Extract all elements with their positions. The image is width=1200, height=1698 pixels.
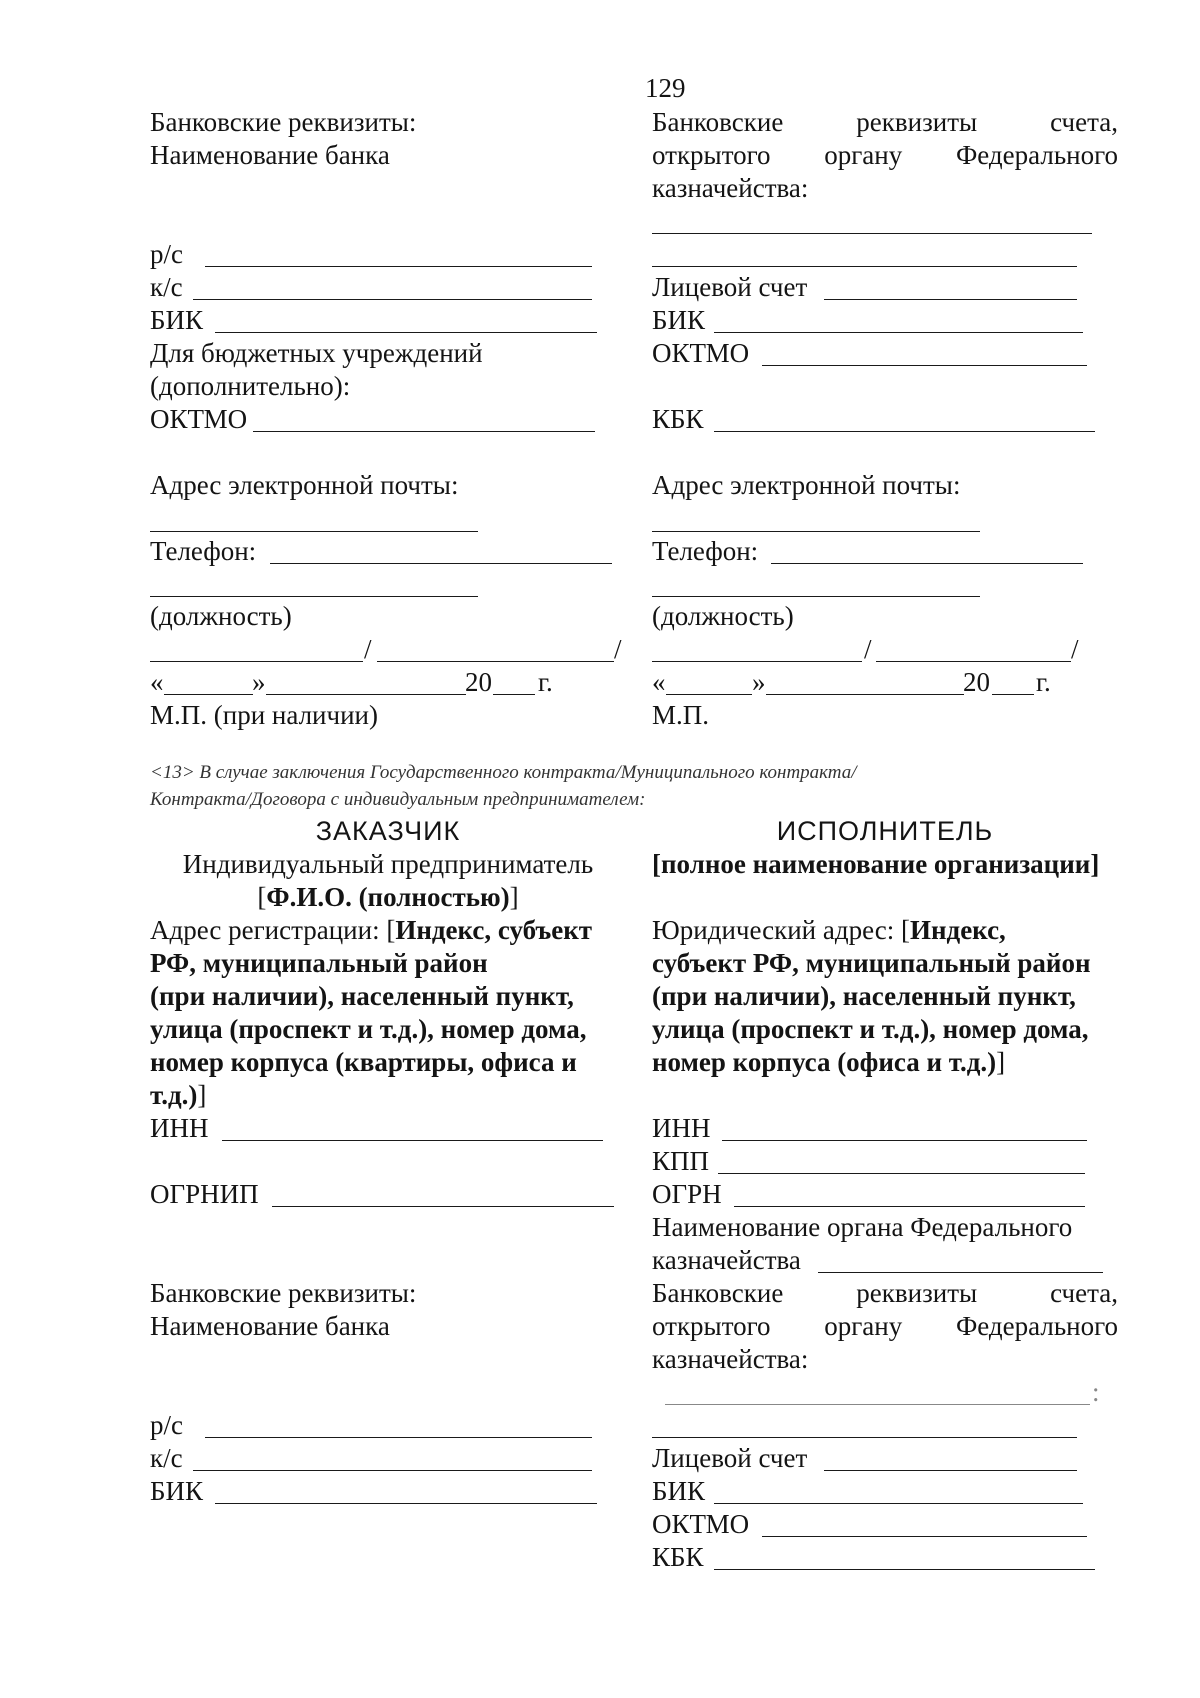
position-label: (должность) — [652, 601, 794, 631]
rs-field[interactable] — [205, 266, 592, 267]
bracket-close: ] — [509, 882, 519, 912]
treasury-account-field[interactable] — [665, 1404, 1090, 1405]
phone-field[interactable] — [771, 563, 1083, 564]
ks-label: к/с — [150, 272, 183, 302]
bik-field[interactable] — [714, 1503, 1083, 1504]
oktmo-label: ОКТМО — [652, 1509, 750, 1539]
word: органу — [824, 1311, 903, 1341]
word: счета, — [1050, 1278, 1118, 1308]
treasury-account-colon: : — [1092, 1377, 1100, 1407]
word: Банковские — [652, 107, 784, 137]
ogrn-field[interactable] — [734, 1206, 1085, 1207]
date-year-prefix: 20 — [465, 667, 492, 697]
date-open-quote: « — [652, 667, 666, 697]
personal-account-field[interactable] — [824, 1470, 1077, 1471]
ogrnip-field[interactable] — [272, 1206, 614, 1207]
kbk-field[interactable] — [714, 431, 1095, 432]
bank-account-line-3: казначейства: — [652, 1344, 809, 1374]
stamp-label: М.П. — [652, 700, 710, 730]
date-year-suffix: г. — [1036, 667, 1051, 697]
word: органу — [824, 140, 903, 170]
rs-label: р/с — [150, 239, 183, 269]
date-day-field[interactable] — [164, 694, 253, 695]
bracket-close: ] — [197, 1080, 207, 1110]
treasury-name-line-1: Наименование органа Федерального — [652, 1212, 1073, 1242]
word: Федерального — [955, 1311, 1118, 1341]
bank-account-line-1 — [652, 106, 1118, 139]
customer-header: ЗАКАЗЧИК — [315, 816, 461, 846]
oktmo-label: ОКТМО — [652, 338, 750, 368]
inn-label: ИНН — [652, 1113, 711, 1143]
word: реквизиты — [856, 1278, 978, 1308]
email-field[interactable] — [150, 531, 478, 532]
stamp-label: М.П. (при наличии) — [150, 700, 378, 730]
signer-position-field[interactable] — [150, 596, 478, 597]
email-label: Адрес электронной почты: — [150, 470, 459, 500]
oktmo-field[interactable] — [253, 431, 595, 432]
kbk-field[interactable] — [714, 1569, 1095, 1570]
page-number: 129 — [645, 73, 686, 103]
rs-label: р/с — [150, 1410, 183, 1440]
registration-address-line-5: номер корпуса (квартиры, офиса и — [150, 1047, 577, 1077]
legal-address-label: Юридический адрес: [ — [652, 915, 910, 945]
legal-address-line-4: улица (проспект и т.д.), номер дома, — [652, 1014, 1089, 1044]
bik-label: БИК — [652, 305, 706, 335]
address-end: номер корпуса (офиса и т.д.) — [652, 1047, 997, 1077]
kpp-label: КПП — [652, 1146, 710, 1176]
bank-details-heading: Банковские реквизиты: — [150, 107, 417, 137]
bik-label: БИК — [150, 305, 204, 335]
ks-label: к/с — [150, 1443, 183, 1473]
address-placeholder: Индекс, субъект — [395, 915, 593, 945]
phone-field[interactable] — [270, 563, 612, 564]
signature-name-field[interactable] — [377, 661, 614, 662]
date-year-field[interactable] — [992, 694, 1034, 695]
oktmo-field[interactable] — [762, 365, 1087, 366]
bik-field[interactable] — [215, 332, 597, 333]
date-day-field[interactable] — [666, 694, 752, 695]
signer-position-field[interactable] — [652, 596, 980, 597]
word: открытого — [652, 140, 771, 170]
bank-name-label: Наименование банка — [150, 1311, 390, 1341]
budget-note-2: (дополнительно): — [150, 371, 351, 401]
registration-address-line-2: РФ, муниципальный район — [150, 948, 488, 978]
budget-note-1: Для бюджетных учреждений — [150, 338, 483, 368]
kbk-label: КБК — [652, 404, 704, 434]
treasury-account-field[interactable] — [652, 233, 1092, 234]
legal-address-line-5 — [652, 1046, 1005, 1079]
legal-address-line-2: субъект РФ, муниципальный район — [652, 948, 1091, 978]
bank-account-line-2 — [652, 139, 1118, 172]
customer-title-1: Индивидуальный предприниматель — [182, 849, 594, 879]
personal-account-label: Лицевой счет — [652, 272, 808, 302]
bracket-close: ] — [996, 1047, 1006, 1077]
position-label: (должность) — [150, 601, 292, 631]
signature-slash-end: / — [1071, 634, 1079, 664]
address-placeholder: Индекс, — [909, 915, 1006, 945]
inn-label: ИНН — [150, 1113, 209, 1143]
footnote-line-2: Контракта/Договора с индивидуальным предпринимателем: — [150, 789, 646, 810]
date-close-quote: » — [252, 667, 266, 697]
email-label: Адрес электронной почты: — [652, 470, 961, 500]
date-year-field[interactable] — [493, 694, 535, 695]
inn-field[interactable] — [722, 1140, 1087, 1141]
word: реквизиты — [856, 107, 978, 137]
personal-account-label: Лицевой счет — [652, 1443, 808, 1473]
treasury-name-line-2: казначейства — [652, 1245, 801, 1275]
kbk-label: КБК — [652, 1542, 704, 1572]
ks-field[interactable] — [193, 1470, 592, 1471]
treasury-account-field-2[interactable] — [652, 1437, 1077, 1438]
date-year-suffix: г. — [538, 667, 553, 697]
registration-address-line-4: улица (проспект и т.д.), номер дома, — [150, 1014, 587, 1044]
kpp-field[interactable] — [718, 1173, 1085, 1174]
full-name-placeholder: Ф.И.О. (полностью) — [266, 882, 510, 912]
ks-field[interactable] — [193, 299, 592, 300]
registration-address-line-1 — [150, 914, 592, 947]
word: открытого — [652, 1311, 771, 1341]
oktmo-field[interactable] — [762, 1536, 1087, 1537]
date-year-prefix: 20 — [963, 667, 990, 697]
signature-slash: / — [364, 634, 372, 664]
legal-address-line-1 — [652, 914, 1006, 947]
bik-field[interactable] — [714, 332, 1083, 333]
footnote-line-1: <13> В случае заключения Государственного контракта/Муниципального контракта/ — [150, 762, 857, 783]
date-open-quote: « — [150, 667, 164, 697]
registration-address-line-3: (при наличии), населенный пункт, — [150, 981, 574, 1011]
oktmo-label: ОКТМО — [150, 404, 248, 434]
bank-account-line-1 — [652, 1277, 1118, 1310]
phone-label: Телефон: — [652, 536, 759, 566]
signature-slash-end: / — [614, 634, 622, 664]
contractor-header: ИСПОЛНИТЕЛЬ — [776, 816, 994, 846]
personal-account-field[interactable] — [824, 299, 1077, 300]
date-month-field[interactable] — [266, 694, 466, 695]
word: счета, — [1050, 107, 1118, 137]
legal-address-line-3: (при наличии), населенный пункт, — [652, 981, 1076, 1011]
signature-field[interactable] — [652, 661, 862, 662]
signature-name-field[interactable] — [876, 661, 1071, 662]
treasury-account-field-2[interactable] — [652, 266, 1077, 267]
word: Федерального — [955, 140, 1118, 170]
phone-label: Телефон: — [150, 536, 257, 566]
inn-field[interactable] — [222, 1140, 603, 1141]
ogrnip-label: ОГРНИП — [150, 1179, 259, 1209]
date-month-field[interactable] — [766, 694, 964, 695]
bik-field[interactable] — [215, 1503, 597, 1504]
date-close-quote: » — [752, 667, 766, 697]
customer-title-2 — [150, 881, 626, 914]
bank-name-label: Наименование банка — [150, 140, 390, 170]
email-field[interactable] — [652, 531, 980, 532]
address-end: т.д.) — [150, 1080, 198, 1110]
bank-details-heading: Банковские реквизиты: — [150, 1278, 417, 1308]
word: Банковские — [652, 1278, 784, 1308]
rs-field[interactable] — [205, 1437, 592, 1438]
bik-label: БИК — [652, 1476, 706, 1506]
bracket-open: [ — [257, 882, 267, 912]
registration-address-label: Адрес регистрации: [ — [150, 915, 396, 945]
signature-slash: / — [864, 634, 872, 664]
registration-address-line-6 — [150, 1079, 206, 1112]
organization-name-placeholder: [полное наименование организации] — [652, 849, 1100, 879]
bank-account-line-2 — [652, 1310, 1118, 1343]
treasury-name-field[interactable] — [818, 1272, 1103, 1273]
signature-field[interactable] — [150, 661, 363, 662]
bik-label: БИК — [150, 1476, 204, 1506]
ogrn-label: ОГРН — [652, 1179, 722, 1209]
bank-account-line-3: казначейства: — [652, 173, 809, 203]
